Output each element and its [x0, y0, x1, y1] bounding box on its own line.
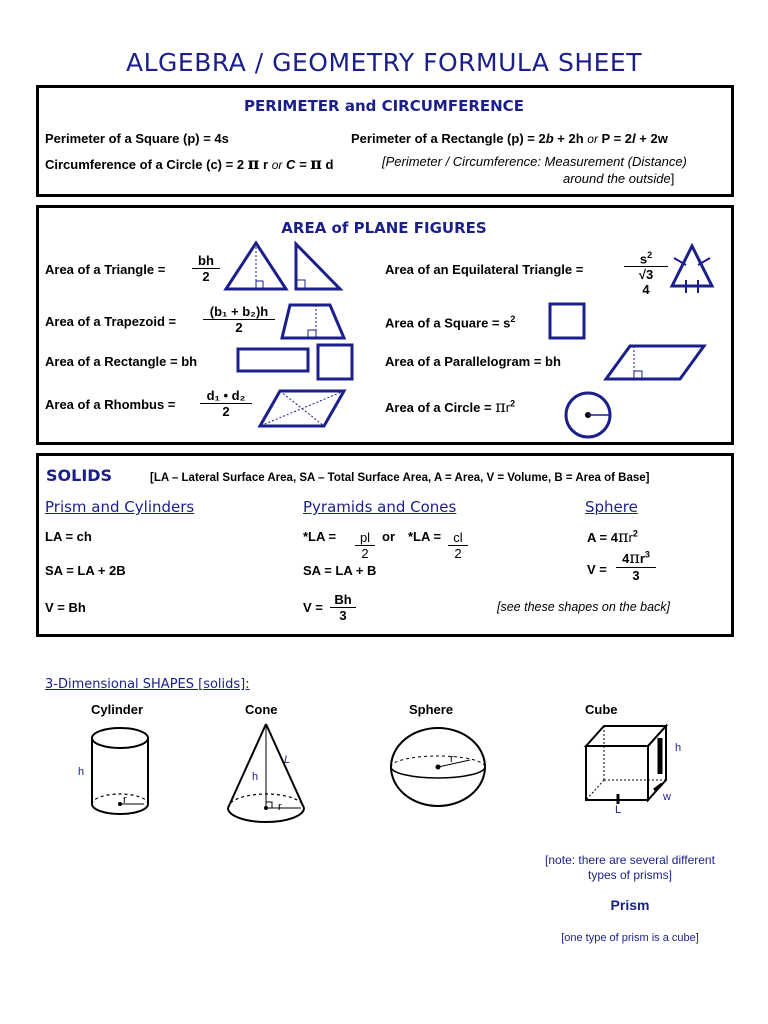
- area-equilateral-fraction: [624, 250, 668, 297]
- rhombus-shape: [258, 388, 348, 430]
- perimeter-note-bracket: ]: [670, 171, 675, 186]
- cone-r: r: [278, 801, 282, 813]
- area-circle-exp: 2: [510, 398, 516, 409]
- sphere-v-label: V =: [587, 562, 607, 577]
- circ-part-a: Circumference of a Circle (c) = 2: [45, 157, 248, 172]
- area-circle-text: Area of a Circle =: [385, 400, 496, 415]
- cone-L: L: [284, 754, 291, 766]
- perimeter-note-line1: [382, 154, 687, 169]
- area-square-exp: 2: [510, 314, 516, 324]
- perimeter-note-line2: [563, 171, 674, 186]
- area-trapezoid-fraction: [203, 304, 275, 335]
- prism-sa-formula: SA = LA + 2B: [45, 563, 126, 578]
- pyr-la1-fraction: [355, 530, 375, 561]
- sph-a-pi: π: [617, 527, 629, 546]
- pyr-la1-den: 2: [361, 546, 369, 561]
- area-equilateral-label: Area of an Equilateral Triangle =: [385, 262, 584, 277]
- pyr-la1-num: [355, 530, 375, 546]
- rect-or: or: [587, 132, 598, 146]
- pyr-la2-den: 2: [454, 546, 462, 561]
- cylinder-drawing: [88, 726, 152, 822]
- rhom-numerator: d₁ • d₂: [200, 388, 252, 404]
- area-rectangle-label: Area of a Rectangle = bh: [45, 354, 198, 369]
- cone-label: Cone: [245, 702, 278, 717]
- rect-part-e: l: [632, 131, 636, 146]
- pyr-la2-num: [448, 530, 468, 546]
- pyr-v-den: 3: [339, 608, 347, 623]
- prism-cylinders-title: Prism and Cylinders: [45, 498, 195, 516]
- area-rhombus-label: Area of a Rhombus =: [45, 397, 176, 412]
- cube-L: L: [615, 804, 622, 816]
- sph-v-r: r: [639, 551, 645, 566]
- sph-v-exp: 3: [644, 549, 650, 560]
- trapezoid-shape: [280, 303, 350, 341]
- prism-note-line2: types of prisms]: [587, 868, 673, 882]
- cube-drawing: [582, 722, 672, 802]
- eq-root: √3: [638, 267, 654, 283]
- equilateral-triangle-icon: [664, 240, 720, 296]
- pyr-la2-label: *LA =: [408, 529, 442, 544]
- pyr-la1-num-text: pl: [359, 530, 371, 545]
- solids-heading: SOLIDS: [46, 466, 113, 485]
- sphere-area-formula: [587, 527, 638, 546]
- sphere-title: Sphere: [585, 498, 638, 516]
- rect-part-f: + 2w: [635, 131, 668, 146]
- area-square-text: Area of a Square = s: [385, 315, 511, 331]
- cone-h: h: [252, 771, 259, 783]
- prism-cube-note: [one type of prism is a cube]: [561, 932, 699, 944]
- solids-legend: [LA – Lateral Surface Area, SA – Total Surface Area, A = Area, V = Volume, B = Area of Base]: [150, 472, 650, 484]
- circle-shape: [562, 391, 614, 441]
- sph-v-4: 4: [622, 551, 630, 566]
- rect-part-b: b: [545, 131, 554, 146]
- area-rhombus-fraction: [200, 388, 252, 419]
- sph-a-text: A = 4: [587, 530, 618, 545]
- eq-exp: 2: [647, 250, 653, 260]
- eq-denominator: 4: [642, 282, 650, 298]
- sphere-label: Sphere: [409, 702, 454, 717]
- perimeter-square-formula: Perimeter of a Square (p) = 4s: [45, 131, 229, 146]
- pyr-sa-formula: SA = LA + B: [303, 563, 377, 578]
- sphere-v-fraction: [616, 548, 656, 583]
- circ-part-b: r: [259, 157, 272, 172]
- parallelogram-shape: [604, 343, 708, 383]
- trap-denominator: 2: [235, 320, 243, 335]
- pyr-v-num: Bh: [330, 592, 356, 608]
- pyr-or: or: [382, 529, 395, 544]
- circumference-formula: [45, 154, 333, 173]
- perimeter-heading: PERIMETER and CIRCUMFERENCE: [244, 97, 524, 115]
- perimeter-rectangle-formula: [351, 131, 668, 146]
- rect-part-d: P = 2: [597, 131, 633, 146]
- pyr-la2-fraction: [448, 530, 468, 561]
- eq-numerator: [624, 250, 668, 267]
- prism-label: Prism: [610, 897, 650, 913]
- area-trapezoid-label: Area of a Trapezoid =: [45, 314, 177, 329]
- circ-part-c: C =: [282, 157, 311, 172]
- sph-v-den: 3: [632, 568, 640, 583]
- sphere-drawing: [388, 725, 488, 809]
- pi-symbol-2: π: [310, 154, 322, 173]
- prism-v-formula: V = Bh: [45, 600, 86, 615]
- sph-a-exp: 2: [632, 528, 638, 539]
- area-heading: AREA of PLANE FIGURES: [281, 219, 487, 237]
- pyramids-cones-title: Pyramids and Cones: [303, 498, 457, 516]
- area-circle-label: [385, 397, 515, 416]
- area-triangle-fraction: [192, 253, 220, 284]
- page-title: ALGEBRA / GEOMETRY FORMULA SHEET: [126, 48, 642, 77]
- solids-note: [see these shapes on the back]: [497, 600, 671, 614]
- cube-h: h: [675, 742, 682, 754]
- cube-label: Cube: [585, 702, 618, 717]
- shapes-heading: 3-Dimensional SHAPES [solids]:: [45, 677, 250, 692]
- pyr-v-fraction: [330, 592, 356, 623]
- area-square-label: [385, 314, 515, 330]
- area-parallelogram-label: Area of a Parallelogram = bh: [385, 354, 561, 369]
- perimeter-note-text2: around the outside: [563, 171, 671, 186]
- trap-numerator: (b₁ + b₂)h: [203, 304, 275, 320]
- pi-symbol: π: [247, 154, 260, 173]
- sph-v-num: [616, 548, 656, 568]
- area-circle-pi: π: [495, 397, 506, 416]
- rect-part-a: Perimeter of a Rectangle (p) = 2: [351, 131, 546, 146]
- sphere-r: r: [450, 753, 454, 765]
- square-shape: [548, 302, 588, 342]
- prism-la-formula: LA = ch: [45, 529, 92, 544]
- area-circle-r: r: [505, 400, 511, 415]
- pyr-v-label: V =: [303, 600, 323, 615]
- pyr-la1-label: *LA =: [303, 529, 337, 544]
- cylinder-h: h: [78, 766, 85, 778]
- rectangle-shapes: [236, 343, 356, 383]
- rect-part-c: + 2h: [553, 131, 588, 146]
- cylinder-r: r: [123, 794, 127, 806]
- eq-s: s: [639, 251, 648, 267]
- triangle-shapes: [222, 240, 352, 292]
- area-triangle-label: Area of a Triangle =: [45, 262, 166, 277]
- fraction-denominator: 2: [202, 269, 210, 284]
- circ-or: or: [271, 158, 283, 172]
- cylinder-label: Cylinder: [91, 702, 144, 717]
- cone-drawing: [225, 722, 307, 834]
- perimeter-note-text1: [Perimeter / Circumference: Measurement (Distance): [382, 154, 687, 169]
- circ-part-d: d: [321, 157, 334, 172]
- sph-v-pi: π: [629, 548, 640, 567]
- fraction-numerator: bh: [192, 253, 220, 269]
- rhom-denominator: 2: [222, 404, 230, 419]
- sph-a-r: r: [628, 530, 633, 545]
- prism-note-line1: [note: there are several different: [545, 853, 715, 867]
- cube-w: w: [663, 791, 671, 803]
- pyr-la2-num-text: cl: [453, 530, 463, 545]
